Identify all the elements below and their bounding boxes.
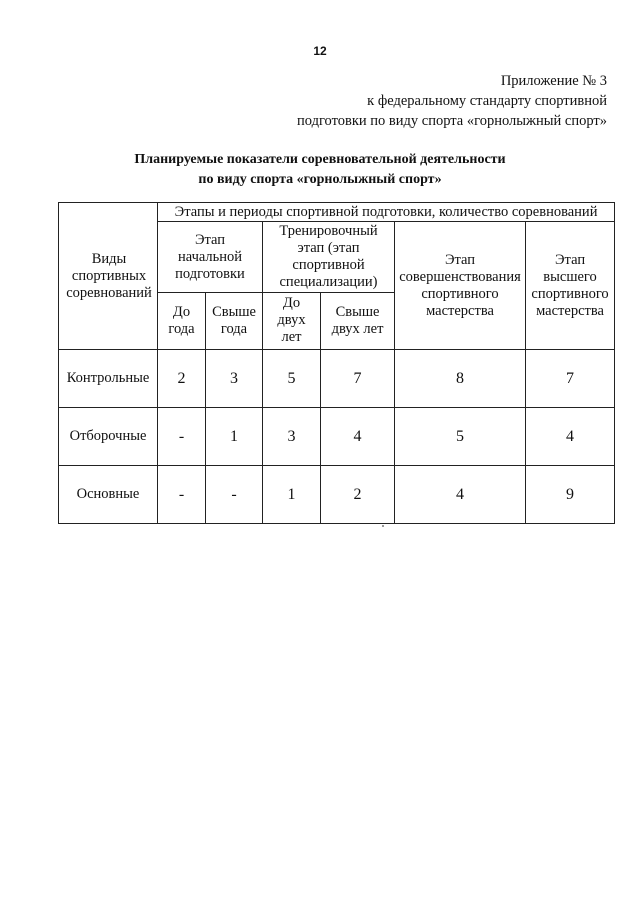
value-cell: 5 xyxy=(395,408,526,466)
value-cell: 5 xyxy=(263,350,321,408)
stage-initial-header xyxy=(158,222,263,293)
value-cell: 7 xyxy=(526,350,615,408)
competition-type-cell: Отборочные xyxy=(59,408,158,466)
value-cell: - xyxy=(206,466,263,524)
header-text: До xyxy=(172,304,191,320)
header-text: спортивного xyxy=(421,286,499,302)
header-text: спортивной xyxy=(292,257,365,273)
appendix-header xyxy=(297,71,607,131)
value-cell: 3 xyxy=(263,408,321,466)
header-text: мастерства xyxy=(536,303,604,319)
competition-type-cell: Контрольные xyxy=(59,350,158,408)
header-text: года xyxy=(220,321,248,337)
header-row-1 xyxy=(59,203,615,222)
value-cell: 9 xyxy=(526,466,615,524)
header-text: Этап xyxy=(194,231,226,248)
header-text: спортивных xyxy=(71,267,147,284)
competition-type-header xyxy=(59,203,158,350)
value-cell: 2 xyxy=(321,466,395,524)
header-text: Свыше xyxy=(212,304,256,320)
initial-up-to-year-header xyxy=(158,293,206,350)
header-text: этап (этап xyxy=(297,240,360,256)
stage-improvement-header xyxy=(395,222,526,350)
header-text: лет xyxy=(281,329,302,345)
appendix-line-3: подготовки по виду спорта «горнолыжный спорт» xyxy=(297,113,607,129)
header-text: Этап xyxy=(554,252,586,268)
page-number: 12 xyxy=(313,44,327,58)
training-up-to-two-years-header xyxy=(263,293,321,350)
header-text: соревнований xyxy=(66,284,152,301)
stage-highest-header xyxy=(526,222,615,350)
scan-speck xyxy=(382,525,384,527)
value-cell: 3 xyxy=(206,350,263,408)
title-line-2: по виду спорта «горнолыжный спорт» xyxy=(198,172,442,187)
training-over-two-years-header xyxy=(321,293,395,350)
document-title xyxy=(0,150,640,190)
title-line-1: Планируемые показатели соревновательной деятельности xyxy=(134,152,506,167)
value-cell: - xyxy=(158,466,206,524)
stage-training-header xyxy=(263,222,395,293)
header-text: двух xyxy=(277,312,306,328)
table-row xyxy=(59,350,615,408)
value-cell: 2 xyxy=(158,350,206,408)
value-cell: 1 xyxy=(206,408,263,466)
value-cell: 8 xyxy=(395,350,526,408)
table-row xyxy=(59,466,615,524)
header-text: совершенствования xyxy=(399,269,521,285)
header-text: специализации) xyxy=(279,274,378,290)
header-text: двух лет xyxy=(331,321,384,337)
header-text: Свыше xyxy=(335,304,380,320)
header-text: спортивного xyxy=(531,286,609,302)
header-text: мастерства xyxy=(426,303,494,319)
header-text: начальной xyxy=(177,248,243,265)
value-cell: 1 xyxy=(263,466,321,524)
value-cell: 7 xyxy=(321,350,395,408)
value-cell: 4 xyxy=(395,466,526,524)
initial-over-year-header xyxy=(206,293,263,350)
competition-type-cell: Основные xyxy=(59,466,158,524)
header-text: Этап xyxy=(444,252,476,268)
header-text: высшего xyxy=(543,269,597,285)
header-text: Тренировочный xyxy=(279,223,378,239)
header-text: подготовки xyxy=(175,265,245,282)
appendix-line-2: к федеральному стандарту спортивной xyxy=(367,93,607,109)
header-text: Виды xyxy=(91,250,127,267)
value-cell: 4 xyxy=(526,408,615,466)
table-row xyxy=(59,408,615,466)
stages-group-header: Этапы и периоды спортивной подготовки, количество соревнований xyxy=(158,203,615,222)
competition-table xyxy=(58,202,615,524)
appendix-line-1: Приложение № 3 xyxy=(500,73,607,89)
header-text: До xyxy=(282,295,301,311)
value-cell: 4 xyxy=(321,408,395,466)
value-cell: - xyxy=(158,408,206,466)
header-text: года xyxy=(168,321,195,337)
